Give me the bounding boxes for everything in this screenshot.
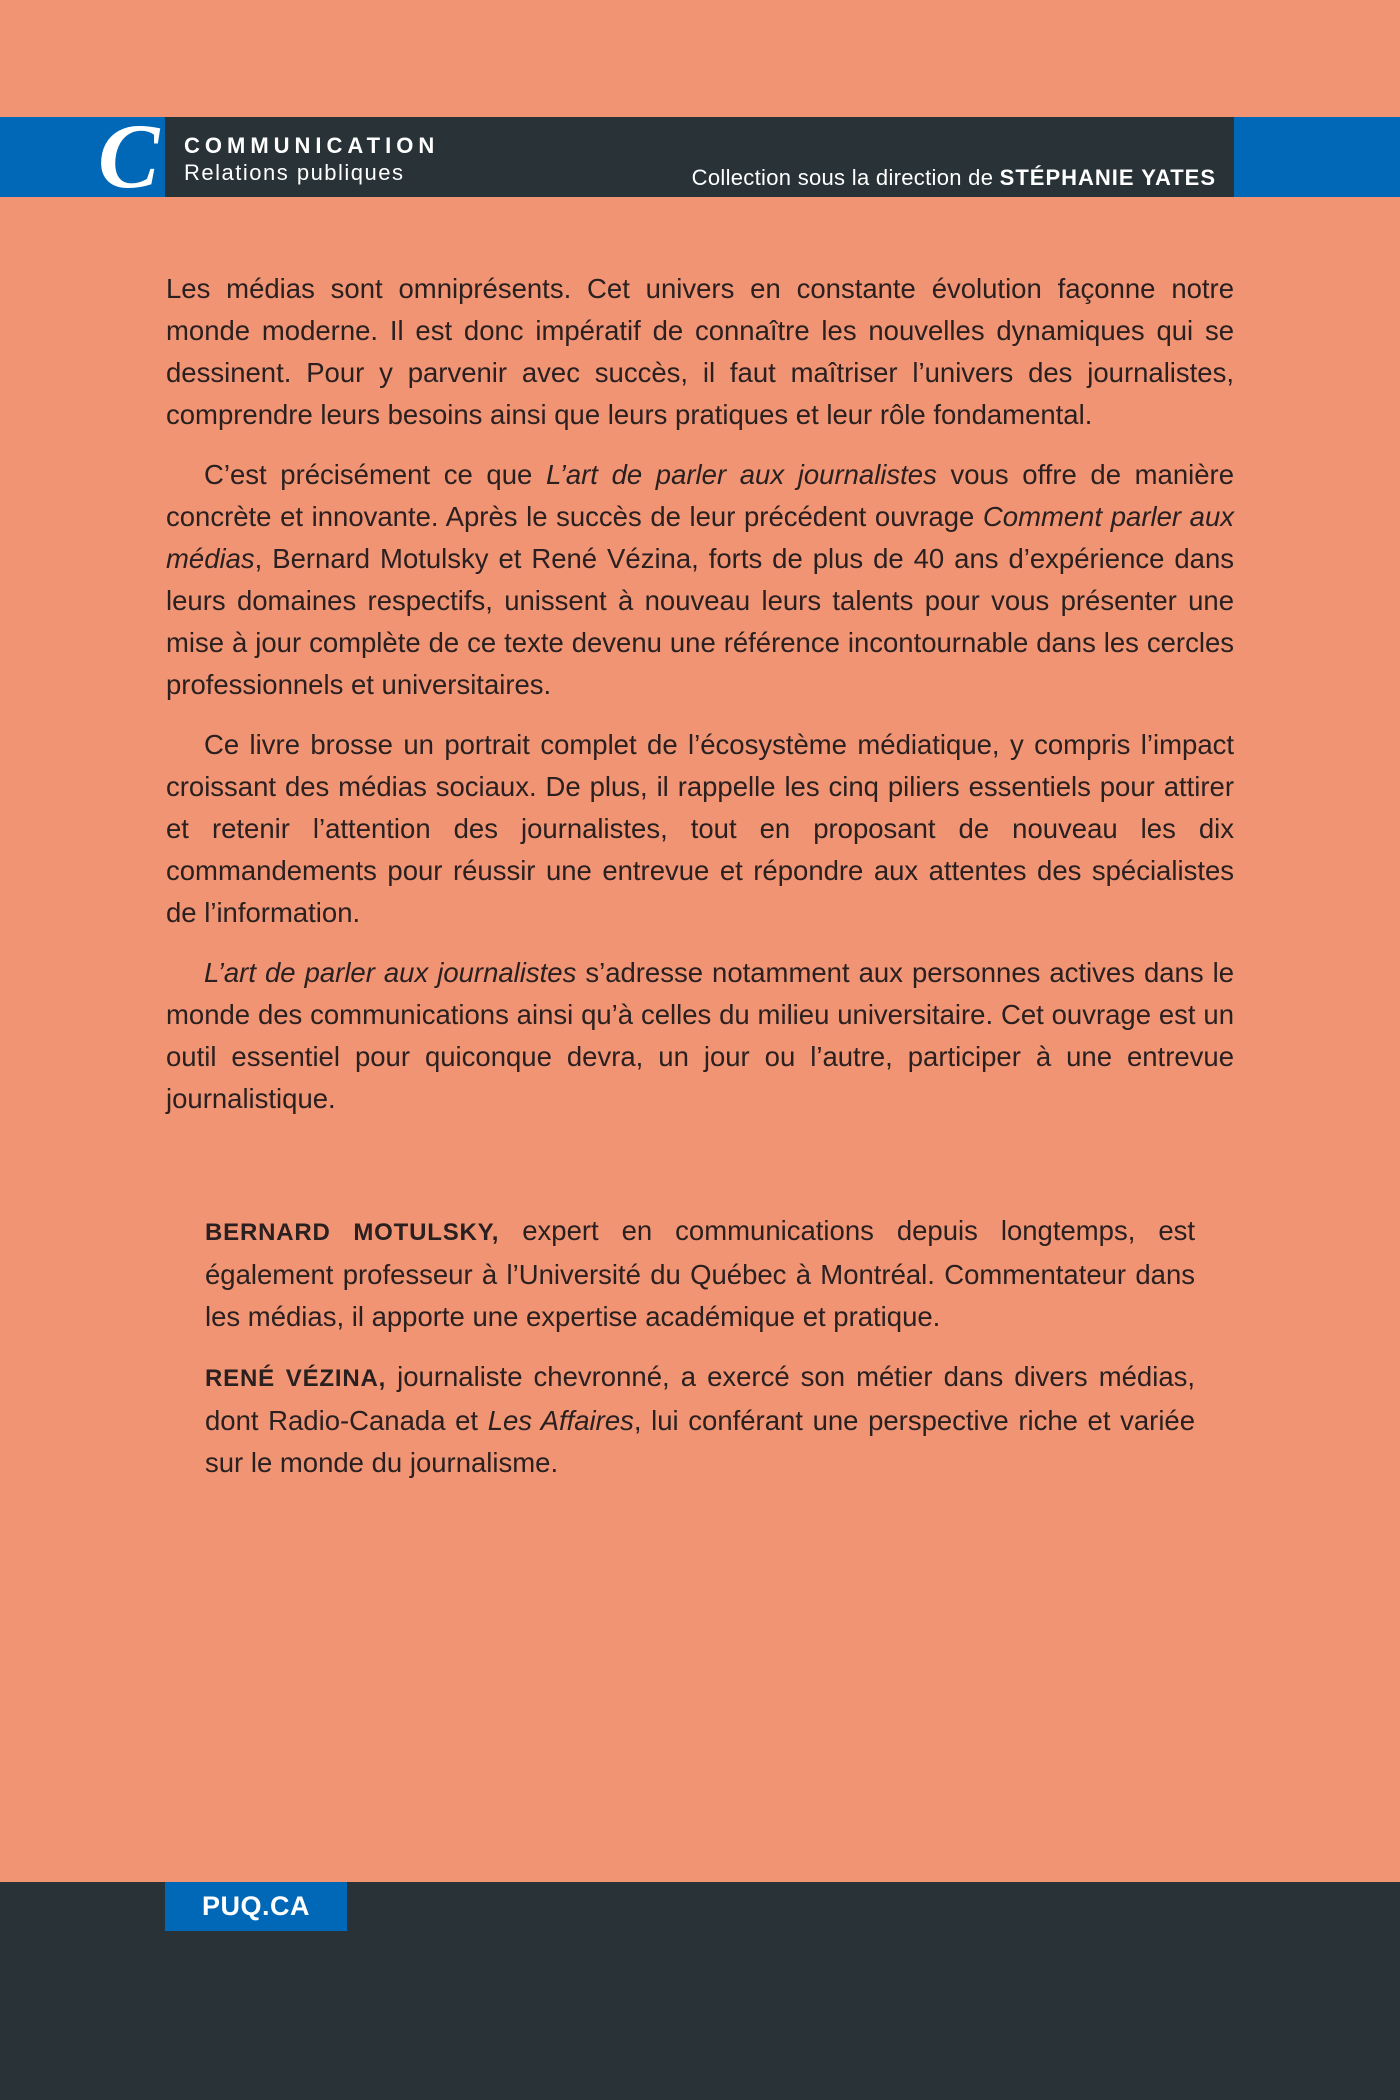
series-subtitle: Relations publiques [184, 160, 405, 185]
paragraph-book-presentation [166, 454, 1234, 706]
paragraph-audience [166, 952, 1234, 1120]
text: s’adresse notamment aux personnes actives dans le monde des communications ainsi qu’à celles du milieu universitaire. Cet ouvrage est un outil essentiel pour quiconque devra, un jour ou l’autre, participer à une entrevue journalistique. [166, 957, 1234, 1114]
paragraph-content: Ce livre brosse un portrait complet de l’écosystème médiatique, y compris l’impact croissant des médias sociaux. De plus, il rappelle les cinq piliers essentiels pour attirer et retenir l’attention des journalistes, tout en proposant de nouveau les dix commandements pour réussir une entrevue et répondre aux attentes des spécialistes de l’information. [166, 729, 1234, 928]
author-bio-text: , lui conférant une perspective riche et variée sur le monde du journalisme. [205, 1405, 1196, 1478]
text: , Bernard Motulsky et René Vézina, forts de plus de 40 ans d’expérience dans leurs domaines respectifs, unissent à nouveau leurs talents pour vous présenter une mise à jour complète de ce texte devenu une référence incontournable dans les cercles professionnels et universitaires. [166, 543, 1234, 700]
series-title: COMMUNICATION [184, 133, 440, 158]
collection-director: STÉPHANIE YATES [999, 165, 1216, 190]
collection-director-line [692, 165, 1216, 191]
author-bio [205, 1356, 1195, 1484]
book-title: L’art de parler aux journalistes [204, 957, 577, 988]
publisher-website-link[interactable]: PUQ.CA [165, 1882, 347, 1931]
author-bio [205, 1210, 1195, 1338]
author-bio-text: expert en communications depuis longtemps, est également professeur à l’Université du Québec à Montréal. Commentateur dans les médias, il apporte une expertise académique et pratique. [205, 1215, 1195, 1332]
back-cover-description [166, 268, 1234, 1138]
collection-prefix: Collection sous la direction de [691, 165, 1000, 190]
author-name: BERNARD MOTULSKY, [205, 1219, 500, 1246]
publication-title: Les Affaires [487, 1405, 634, 1436]
previous-book-title: Comment parler aux médias [166, 501, 1234, 574]
collection-logo-icon: C [98, 105, 160, 207]
book-title: L’art de parler aux journalistes [545, 459, 937, 490]
text: C’est précisément ce que [204, 459, 546, 490]
text: vous offre de manière concrète et innovante. Après le succès de leur précédent ouvrage [166, 459, 1235, 532]
author-bios [205, 1210, 1195, 1502]
author-name: RENÉ VÉZINA, [205, 1365, 387, 1392]
paragraph-intro: Les médias sont omniprésents. Cet univers en constante évolution façonne notre monde moderne. Il est donc impératif de connaître les nouvelles dynamiques qui se dessinent. Pour y parvenir avec succès, il faut maîtriser l’univers des journalistes, comprendre leurs besoins ainsi que leurs pratiques et leur rôle fondamental. [166, 273, 1234, 430]
author-bio-text: journaliste chevronné, a exercé son métier dans divers médias, dont Radio-Canada et [205, 1361, 1196, 1436]
